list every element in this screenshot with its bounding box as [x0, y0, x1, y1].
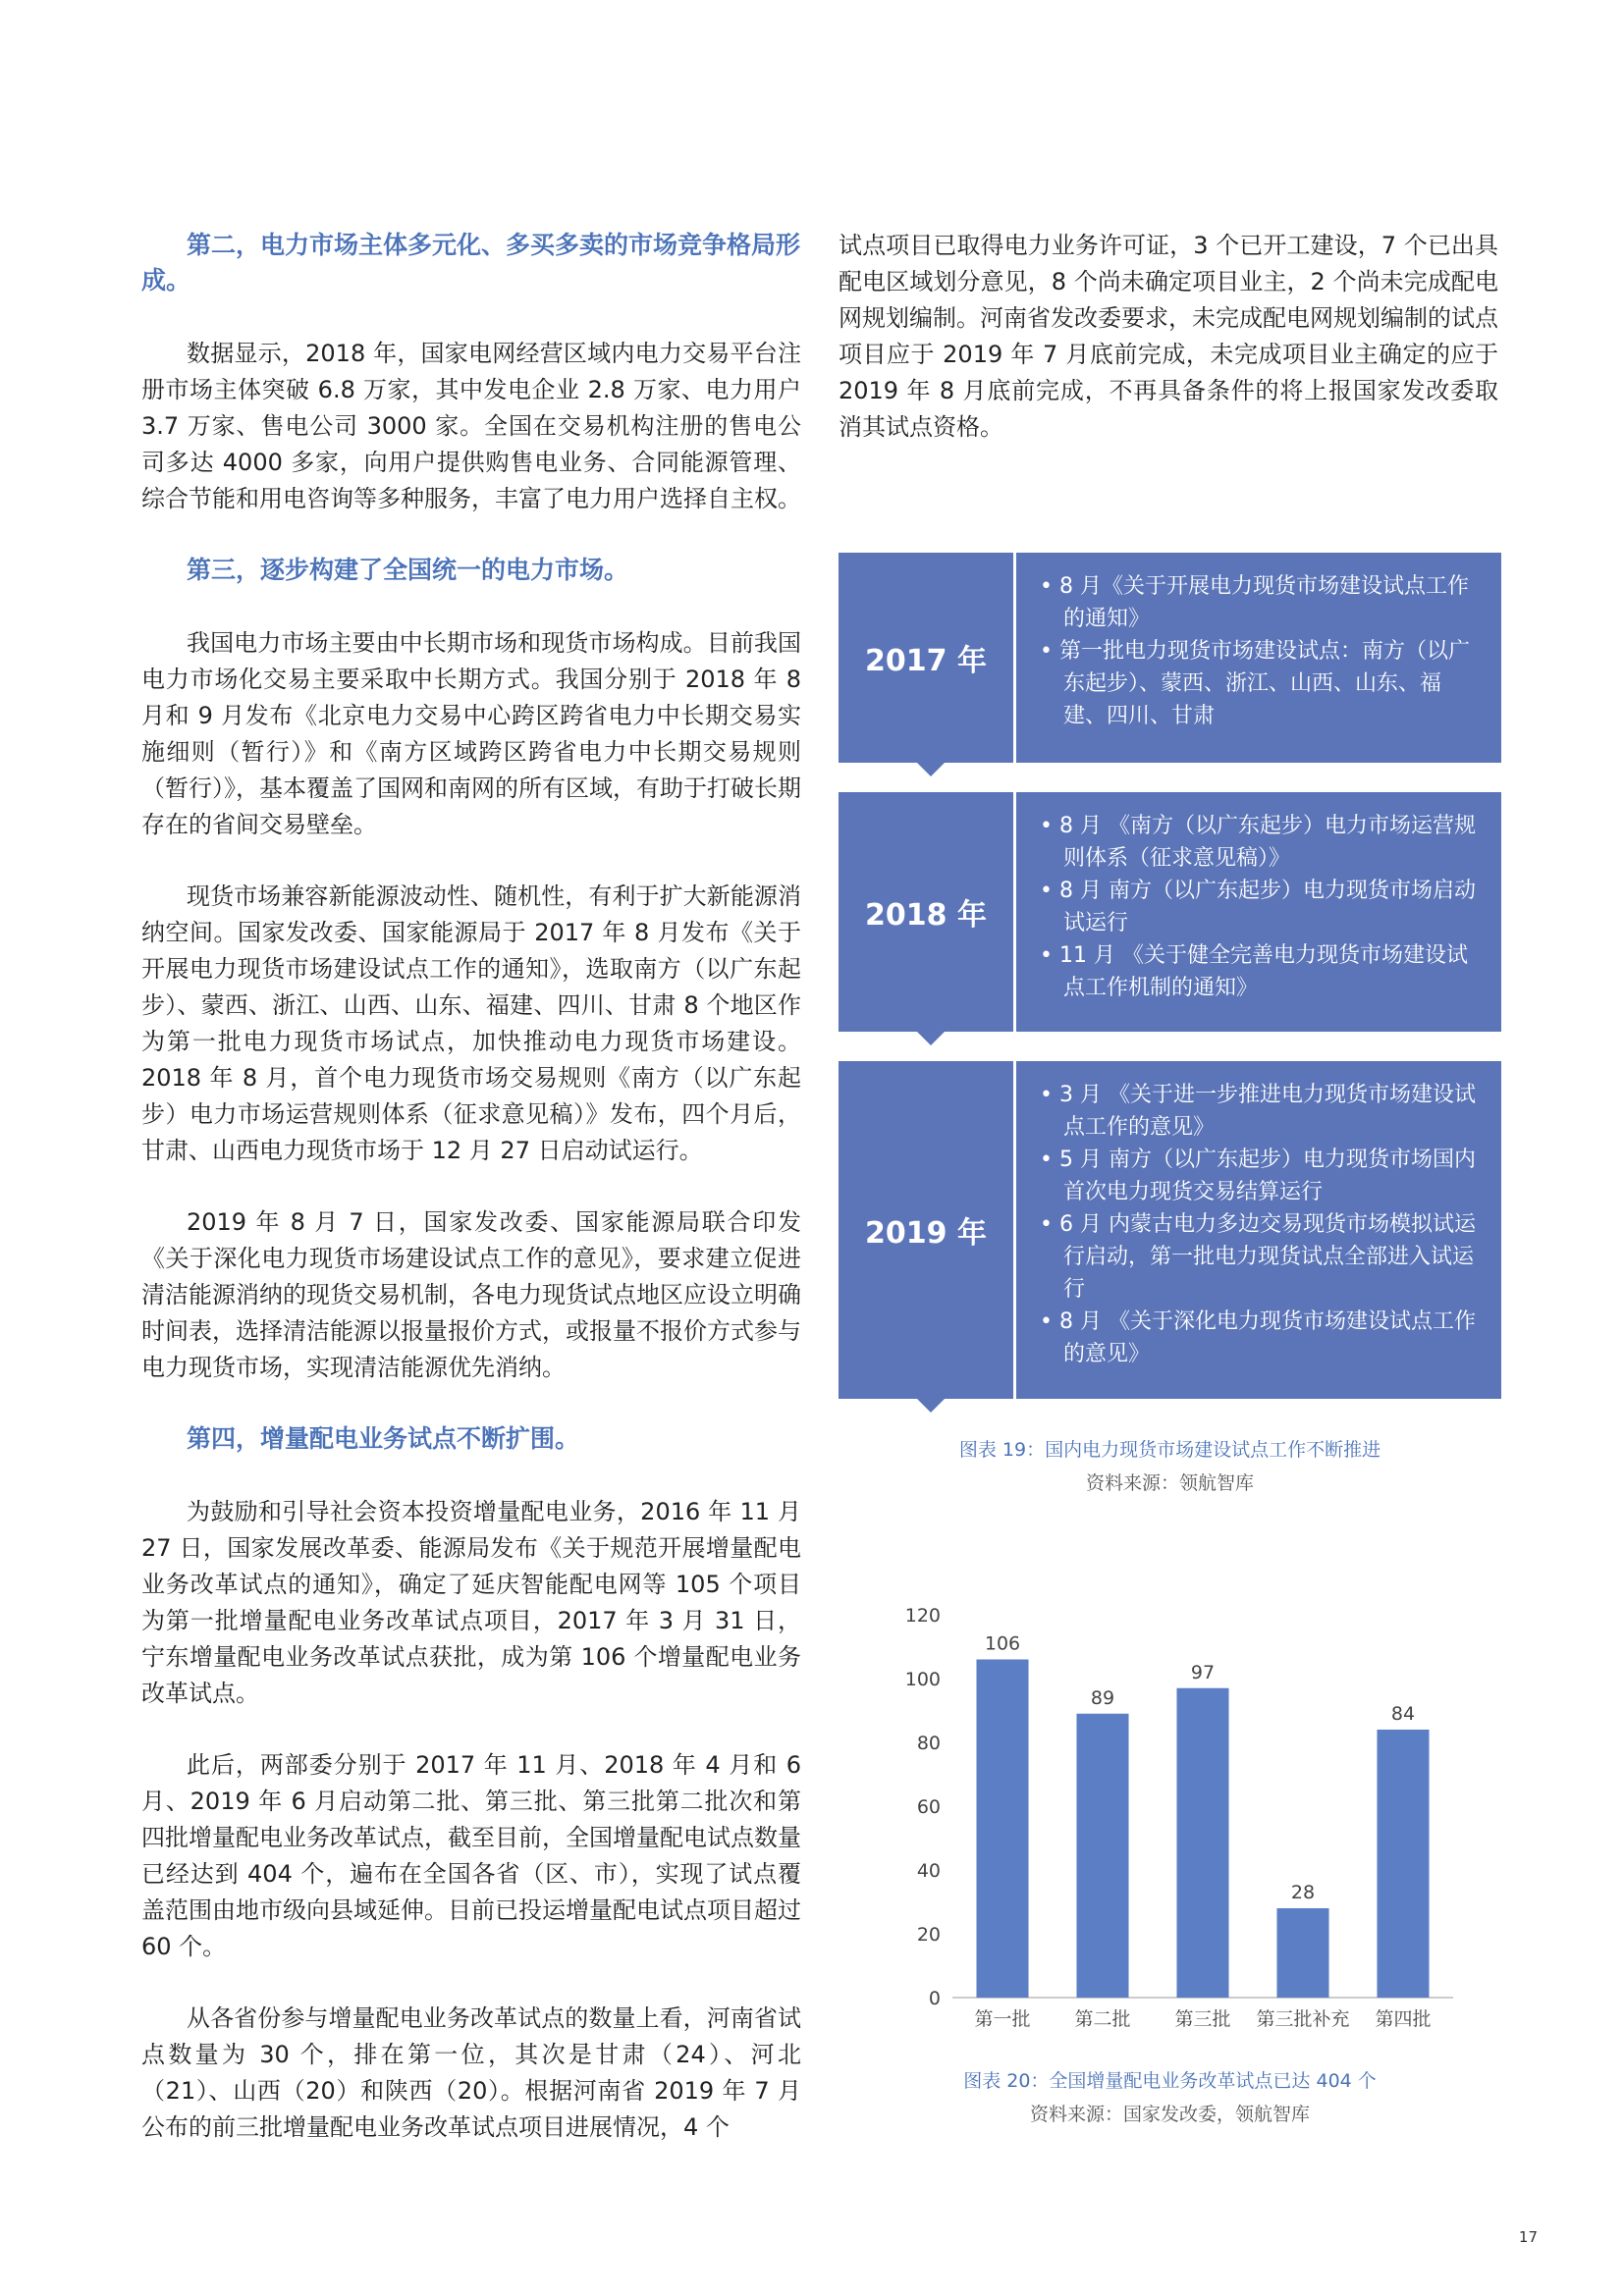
- figure-19-caption: [839, 1433, 1501, 1500]
- x-tick-label: 第一批: [974, 2008, 1031, 2027]
- bar-value-label: 89: [1090, 1686, 1115, 1709]
- right-column: [839, 228, 1498, 481]
- timeline-item: • 6 月 内蒙古电力多边交易现货市场模拟试运行启动，第一批电力现货试点全部进入试运行: [1040, 1208, 1482, 1306]
- x-tick-label: 第三批补充: [1256, 2008, 1350, 2027]
- body-paragraph: 我国电力市场主要由中长期市场和现货市场构成。目前我国电力市场化交易主要采取中长期方式。我国分别于 2018 年 8 月和 9 月发布《北京电力交易中心跨区跨省电力中长期交易实施细则（暂行）》和《南方区域跨区跨省电力中长期交易规则（暂行）》，基本覆盖了国网和南网的所有区域，有助于打破长期存在的省间交易壁垒。: [141, 629, 801, 838]
- y-tick-label: 60: [916, 1796, 941, 1818]
- figure-19-source: 资料来源：领航智库: [1085, 1472, 1254, 1494]
- x-tick-label: 第四批: [1375, 2008, 1432, 2027]
- timeline-item: • 第一批电力现货市场建设试点：南方（以广东起步）、蒙西、浙江、山西、山东、福建、四川、甘肃: [1040, 635, 1482, 732]
- timeline-2017: [839, 553, 1501, 763]
- timeline-2018: [839, 792, 1501, 1032]
- figure-20-caption: [839, 2064, 1501, 2131]
- y-tick-label: 0: [928, 1988, 941, 2009]
- timeline-items: [1016, 553, 1501, 763]
- left-column: [141, 228, 801, 2181]
- figure-20-title: 图表 20：全国增量配电业务改革试点已达 404 个: [963, 2070, 1377, 2092]
- timeline-item: • 8 月 《南方（以广东起步）电力市场运营规则体系（征求意见稿）》: [1040, 810, 1482, 875]
- body-paragraph: 2019 年 8 月 7 日，国家发改委、国家能源局联合印发《关于深化电力现货市场建设试点工作的意见》，要求建立促进清洁能源消纳的现货交易机制，各电力现货试点地区应设立明确时间表，选择清洁能源以报量报价方式，或报量不报价方式参与电力现货市场，实现清洁能源优先消纳。: [141, 1208, 801, 1381]
- page-number: 17: [1518, 2228, 1538, 2246]
- bar-value-label: 28: [1290, 1882, 1316, 1903]
- timeline-item: • 8 月 《关于深化电力现货市场建设试点工作的意见》: [1040, 1306, 1482, 1370]
- bar-value-label: 106: [984, 1632, 1021, 1655]
- timeline-item: • 5 月 南方（以广东起步）电力现货市场国内首次电力现货交易结算运行: [1040, 1144, 1482, 1208]
- figure-20-source: 资料来源：国家发改委，领航智库: [1029, 2104, 1310, 2125]
- bar-value-label: 97: [1190, 1661, 1216, 1683]
- timeline-items: [1016, 1061, 1501, 1399]
- bar: [976, 1660, 1028, 1999]
- x-tick-label: 第二批: [1074, 2008, 1131, 2027]
- body-paragraph: 从各省份参与增量配电业务改革试点的数量上看，河南省试点数量为 30 个，排在第一位，其次是甘肃（24）、河北（21）、山西（20）和陕西（20）。根据河南省 2019 年 7 月公布的前三批增量配电业务改革试点项目进展情况，4 个: [141, 2004, 801, 2141]
- body-paragraph: 数据显示，2018 年，国家电网经营区域内电力交易平台注册市场主体突破 6.8 万家，其中发电企业 2.8 万家、电力用户 3.7 万家、售电公司 3000 家。全国在交易机构注册的售电公司多达 4000 多家，向用户提供购售电业务、合同能源管理、综合节能和用电咨询等多种服务，丰富了电力用户选择自主权。: [141, 340, 801, 512]
- y-tick-label: 20: [916, 1924, 941, 1946]
- section-heading: 第四，增量配电业务试点不断扩围。: [187, 1424, 580, 1453]
- y-tick-label: 100: [904, 1669, 941, 1690]
- bar-value-label: 84: [1390, 1703, 1416, 1725]
- figure-19-title: 图表 19：国内电力现货市场建设试点工作不断推进: [958, 1439, 1381, 1461]
- x-tick-label: 第三批: [1174, 2008, 1231, 2027]
- bar: [1176, 1688, 1228, 1998]
- y-tick-label: 120: [904, 1605, 941, 1627]
- timeline-items: [1016, 792, 1501, 1032]
- timeline-year: 2019 年: [839, 1061, 1016, 1399]
- timeline-item: • 11 月 《关于健全完善电力现货市场建设试点工作机制的通知》: [1040, 939, 1482, 1004]
- body-paragraph: 现货市场兼容新能源波动性、随机性，有利于扩大新能源消纳空间。国家发改委、国家能源局于 2017 年 8 月发布《关于开展电力现货市场建设试点工作的通知》，选取南方（以广东起步）、蒙西、浙江、山西、山东、福建、四川、甘肃 8 个地区作为第一批电力现货市场试点，加快推动电力现货市场建设。2018 年 8 月，首个电力现货市场交易规则《南方（以广东起步）电力市场运营规则体系（征求意见稿）》发布，四个月后，甘肃、山西电力现货市场于 12 月 27 日启动试运行。: [141, 882, 801, 1164]
- bar: [1377, 1730, 1429, 1998]
- timeline-year: 2018 年: [839, 792, 1016, 1032]
- y-tick-label: 80: [916, 1733, 941, 1754]
- bar: [1076, 1714, 1128, 1998]
- section-heading: 第二，电力市场主体多元化、多买多卖的市场竞争格局形成。: [141, 231, 801, 294]
- bar-chart: [884, 1595, 1473, 2027]
- section-heading: 第三，逐步构建了全国统一的电力市场。: [187, 556, 629, 584]
- right-column-paragraph: 试点项目已取得电力业务许可证，3 个已开工建设，7 个已出具配电区域划分意见，8 个尚未确定项目业主，2 个尚未完成配电网规划编制。河南省发改委要求，未完成配电网规划编制的试点项目应于 2019 年 7 月底前完成，未完成项目业主确定的应于 2019 年 8 月底前完成，不再具备条件的将上报国家发改委取消其试点资格。: [839, 232, 1498, 441]
- body-paragraph: 此后，两部委分别于 2017 年 11 月、2018 年 4 月和 6 月、2019 年 6 月启动第二批、第三批、第三批第二批次和第四批增量配电业务改革试点，截至目前，全国增量配电试点数量已经达到 404 个，遍布在全国各省（区、市），实现了试点覆盖范围由地市级向县域延伸。目前已投运增量配电试点项目超过 60 个。: [141, 1751, 801, 1960]
- bar: [1276, 1908, 1328, 1998]
- timeline-item: • 8 月《关于开展电力现货市场建设试点工作的通知》: [1040, 570, 1482, 635]
- timeline-2019: [839, 1061, 1501, 1399]
- timeline-item: • 8 月 南方（以广东起步）电力现货市场启动试运行: [1040, 875, 1482, 939]
- y-tick-label: 40: [916, 1860, 941, 1882]
- body-paragraph: 为鼓励和引导社会资本投资增量配电业务，2016 年 11 月 27 日，国家发展改革委、能源局发布《关于规范开展增量配电业务改革试点的通知》，确定了延庆智能配电网等 105 个项目为第一批增量配电业务改革试点项目，2017 年 3 月 31 日，宁东增量配电业务改革试点获批，成为第 106 个增量配电业务改革试点。: [141, 1498, 801, 1707]
- timeline-item: • 3 月 《关于进一步推进电力现货市场建设试点工作的意见》: [1040, 1079, 1482, 1144]
- timeline-year: 2017 年: [839, 553, 1016, 763]
